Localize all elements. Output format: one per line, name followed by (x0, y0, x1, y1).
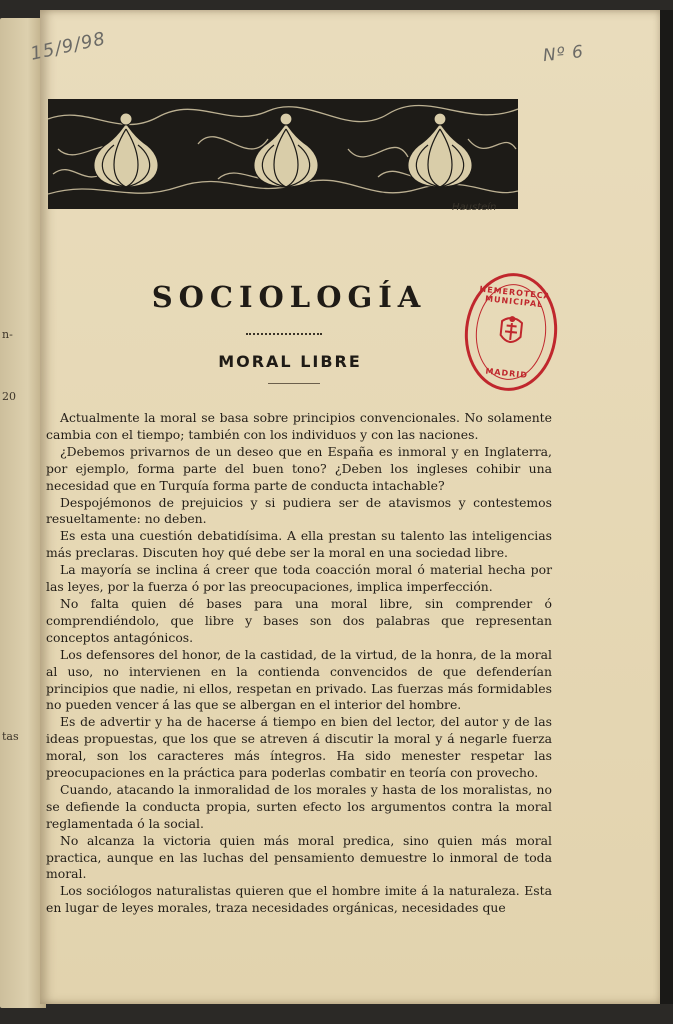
facing-page-fragment: n- (2, 328, 13, 341)
article-body (46, 410, 552, 917)
article-paragraph: Cuando, atacando la inmoralidad de los morales y hasta de los moralistas, no se defiende la conducta propia, surten efecto los argumentos contra la moral reglamentada ó la social. (46, 781, 552, 831)
article-paragraph: Despojémonos de prejuicios y si pudiera ser de atavismos y contestemos resueltamente: no deben. (46, 494, 552, 527)
article-paragraph: Es esta una cuestión debatidísima. A ella prestan su talento las inteligencias más preclaras. Discuten hoy qué debe ser la moral en una sociedad libre. (46, 528, 552, 561)
article-paragraph: La mayoría se inclina á creer que toda coacción moral ó material hecha por las leyes, por la fuerza ó por las preocupaciones, implica imperfección. (46, 562, 552, 595)
stamp-top-text: HEMEROTECA MUNICIPAL (479, 284, 552, 310)
article-paragraph: No alcanza la victoria quien más moral predica, sino quien más moral practica, aunque en las luchas del pensamiento demuestre lo inmoral de toda moral. (46, 832, 552, 882)
article-paragraph: Es de advertir y ha de hacerse á tiempo en bien del lector, del autor y de las ideas propuestas, que los que se atreven á discutir la moral y á negarle fuerza moral, son los caracteres más íntegros. Ha sido menester respetar las preocupaciones en la práctica para poderlas combatir en teoría con provecho. (46, 714, 552, 781)
article-paragraph: No falta quien dé bases para una moral libre, sin comprender ó comprendiéndolo, que libre y bases son dos palabras que representan conceptos antagónicos. (46, 595, 552, 645)
article-paragraph: Los defensores del honor, de la castidad, de la virtud, de la honra, de la moral al uso, no intervienen en la contienda convencidos de que defenderían principios que nadie, ni ellos, respetan en privado. Las fuerzas más formidables no pueden vencer á las que se albergan en el interior del hombre. (46, 646, 552, 713)
onion-flower-icon (48, 99, 518, 209)
pencil-date-mark: 15/9/98 (28, 28, 108, 65)
madrid-crest-icon (494, 313, 528, 352)
decorative-banner (48, 99, 518, 209)
dark-background-edge (660, 10, 673, 1004)
subtitle-divider (268, 381, 320, 384)
facing-page-fragment: 20 (2, 390, 16, 403)
title-divider (246, 330, 322, 335)
facing-page-fragment: tas (2, 730, 19, 743)
article-paragraph: Los sociólogos naturalistas quieren que el hombre imite á la naturaleza. Esta en lugar de leyes morales, traza necesidades orgánicas, necesidades que (46, 883, 552, 916)
article-paragraph: ¿Debemos privarnos de un deseo que en España es inmoral y en Inglaterra, por ejemplo, forma parte del buen tono? ¿Deben los ingleses cohibir una necesidad que en Turquía forma parte de conducta intachable? (46, 443, 552, 493)
stamp-bottom-text: MADRID (485, 366, 529, 380)
article-subtitle: MORAL LIBRE (218, 352, 362, 371)
pencil-number-mark: Nº 6 (542, 41, 585, 67)
page-title: SOCIOLOGÍA (151, 280, 427, 314)
article-paragraph: Actualmente la moral se basa sobre principios convencionales. No solamente cambia con el tiempo; también con los individuos y con las naciones. (46, 410, 552, 442)
artist-signature: Hausteín (452, 202, 497, 213)
